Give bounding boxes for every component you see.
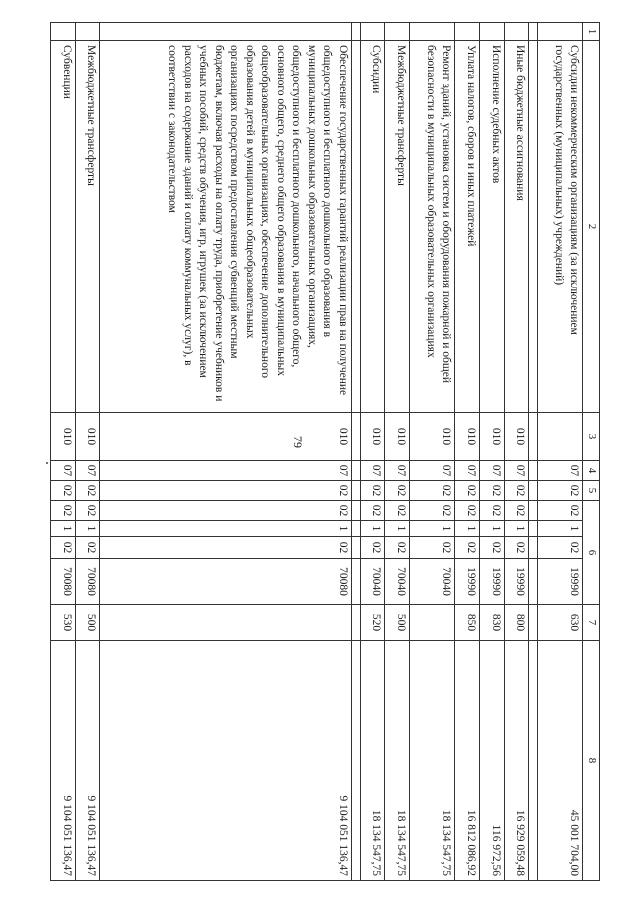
row-code-cell: 02 [480,481,505,501]
row-code-cell: 02 [75,501,100,521]
row-code-cell: 02 [360,537,385,559]
spacer-cell [529,605,538,641]
spacer-cell [351,559,360,605]
row-code-cell: 02 [410,481,455,501]
spacer-row [351,23,360,881]
budget-table [50,22,600,881]
row-code-cell: 19990 [455,559,480,605]
table-row [51,23,76,881]
row-amount-cell: 9 104 051 136,47 [100,641,352,881]
row-code-cell: 02 [51,501,76,521]
row-code-cell [100,605,352,641]
row-code-cell [385,23,410,41]
table-row [538,23,583,881]
row-code-cell: 010 [455,413,480,461]
row-code-cell [455,23,480,41]
row-code-cell: 800 [504,605,529,641]
row-code-cell: 02 [385,537,410,559]
column-number: 4 [583,461,600,481]
spacer-cell [351,41,360,413]
row-amount-cell: 16 929 059,48 [504,641,529,881]
row-code-cell: 07 [360,461,385,481]
row-code-cell: 19990 [538,559,583,605]
row-amount-cell: 18 134 547,75 [385,641,410,881]
row-code-cell [410,605,455,641]
row-code-cell: 500 [385,605,410,641]
row-code-cell: 02 [455,537,480,559]
row-name-cell: Иные бюджетные ассигнования [504,41,529,413]
row-code-cell [75,23,100,41]
spacer-cell [351,413,360,461]
row-code-cell: 1 [455,521,480,537]
row-code-cell: 830 [480,605,505,641]
spacer-cell [529,461,538,481]
row-name-cell: Уплата налогов, сборов и иных платежей [455,41,480,413]
row-code-cell [410,23,455,41]
row-name-cell: Ремонт зданий, установка систем и оборудования пожарной и общей безопасности в муниципальных образовательных организациях [410,41,455,413]
row-code-cell: 07 [385,461,410,481]
row-code-cell [100,23,352,41]
spacer-cell [351,641,360,881]
column-number-row [583,23,600,881]
row-code-cell: 1 [51,521,76,537]
row-code-cell: 1 [385,521,410,537]
row-code-cell: 02 [410,501,455,521]
row-code-cell: 02 [100,501,352,521]
spacer-cell [529,501,538,521]
row-code-cell: 07 [410,461,455,481]
row-code-cell: 1 [100,521,352,537]
column-number: 7 [583,605,600,641]
spacer-cell [351,605,360,641]
row-code-cell: 02 [51,481,76,501]
row-code-cell: 1 [538,521,583,537]
row-code-cell: 630 [538,605,583,641]
row-name-cell: Субвенции [51,41,76,413]
budget-table-container [50,22,600,880]
spacer-cell [351,481,360,501]
row-code-cell: 07 [75,461,100,481]
table-row [360,23,385,881]
row-amount-cell: 116 972,56 [480,641,505,881]
row-code-cell: 02 [455,481,480,501]
table-row [385,23,410,881]
table-row [504,23,529,881]
row-code-cell [480,23,505,41]
row-code-cell: 07 [538,461,583,481]
row-code-cell: 010 [51,413,76,461]
row-code-cell: 1 [410,521,455,537]
row-code-cell: 010 [385,413,410,461]
row-code-cell: 02 [360,481,385,501]
row-code-cell: 70040 [360,559,385,605]
spacer-cell [351,23,360,41]
row-code-cell [51,23,76,41]
row-code-cell: 02 [385,481,410,501]
row-code-cell: 02 [480,501,505,521]
row-code-cell: 02 [538,481,583,501]
row-code-cell: 02 [504,481,529,501]
spacer-cell [351,537,360,559]
row-code-cell [538,413,583,461]
row-code-cell: 02 [75,537,100,559]
row-amount-cell: 45 001 704,00 [538,641,583,881]
row-name-cell: Обеспечение государственных гарантий реализации прав на получение общедоступного и бесплатного дошкольного образования в муниципальных дошкольных образовательных организациях, общедоступного и бесплатного дошкольного, начального общего, основного общего, среднего общего образования в муниципальных общеобразовательных организациях, обеспечение дополнительного образования детей в муниципальных общеобразовательных организациях посредством предоставления субвенций местным бюджетам, включая расходы на оплату труда, приобретение учебников и учебных пособий, средств обучения, игр, игрушек (за исключением расходов на содержание зданий и оплату коммунальных услуг), в соответствии с законодательством [100,41,352,413]
row-code-cell: 1 [360,521,385,537]
row-code-cell: 07 [480,461,505,481]
row-code-cell: 07 [51,461,76,481]
spacer-cell [529,537,538,559]
column-number: 3 [583,413,600,461]
row-amount-cell: 18 134 547,75 [360,641,385,881]
spacer-cell [529,559,538,605]
row-code-cell: 520 [360,605,385,641]
row-name-cell: Исполнение судебных актов [480,41,505,413]
row-amount-cell: 9 104 051 136,47 [51,641,76,881]
row-amount-cell: 16 812 086,92 [455,641,480,881]
spacer-cell [529,521,538,537]
row-amount-cell: 18 134 547,75 [410,641,455,881]
row-code-cell: 1 [480,521,505,537]
row-code-cell: 19990 [480,559,505,605]
row-name-cell: Субсидии некоммерческим организациям (за исключением государственных (муниципальных) учреждений) [538,41,583,413]
row-code-cell: 850 [455,605,480,641]
column-number: 1 [583,23,600,41]
row-name-cell: Межбюджетные трансферты [75,41,100,413]
row-amount-cell: 9 104 051 136,47 [75,641,100,881]
row-code-cell: 70040 [410,559,455,605]
row-code-cell: 70080 [100,559,352,605]
row-code-cell: 010 [360,413,385,461]
table-row [410,23,455,881]
row-name-cell: Межбюджетные трансферты [385,41,410,413]
row-code-cell: 70080 [51,559,76,605]
row-code-cell: 02 [51,537,76,559]
row-code-cell: 530 [51,605,76,641]
row-code-cell: 07 [455,461,480,481]
column-number: 6 [583,501,600,605]
spacer-cell [351,501,360,521]
column-number: 8 [583,641,600,881]
row-code-cell: 02 [504,537,529,559]
row-code-cell: 02 [75,481,100,501]
row-code-cell: 010 [504,413,529,461]
row-code-cell: 02 [538,537,583,559]
spacer-cell [529,41,538,413]
spacer-cell [529,481,538,501]
page-number: 79 [291,436,305,448]
spacer-cell [529,23,538,41]
spacer-row [529,23,538,881]
row-code-cell: 02 [504,501,529,521]
row-code-cell [504,23,529,41]
row-code-cell: 02 [100,481,352,501]
row-code-cell: 010 [410,413,455,461]
row-code-cell: 010 [100,413,352,461]
row-code-cell: 02 [360,501,385,521]
spacer-cell [529,641,538,881]
row-name-cell: Субсидии [360,41,385,413]
row-code-cell [538,23,583,41]
row-code-cell: 1 [75,521,100,537]
row-code-cell: 07 [504,461,529,481]
table-row [75,23,100,881]
row-code-cell: 07 [100,461,352,481]
row-code-cell: 500 [75,605,100,641]
table-row [100,23,352,881]
row-code-cell [360,23,385,41]
row-code-cell: 010 [75,413,100,461]
row-code-cell: 02 [455,501,480,521]
row-code-cell: 02 [100,537,352,559]
column-number: 2 [583,41,600,413]
row-code-cell: 010 [480,413,505,461]
row-code-cell: 19990 [504,559,529,605]
spacer-cell [351,461,360,481]
row-code-cell: 02 [410,537,455,559]
column-number: 5 [583,481,600,501]
spacer-cell [351,521,360,537]
row-code-cell: 70040 [385,559,410,605]
table-row [455,23,480,881]
row-code-cell: 1 [504,521,529,537]
row-code-cell: 70080 [75,559,100,605]
spacer-cell [529,413,538,461]
scan-speck [46,462,48,464]
table-row [480,23,505,881]
row-code-cell: 02 [538,501,583,521]
row-code-cell: 02 [480,537,505,559]
row-code-cell: 02 [385,501,410,521]
